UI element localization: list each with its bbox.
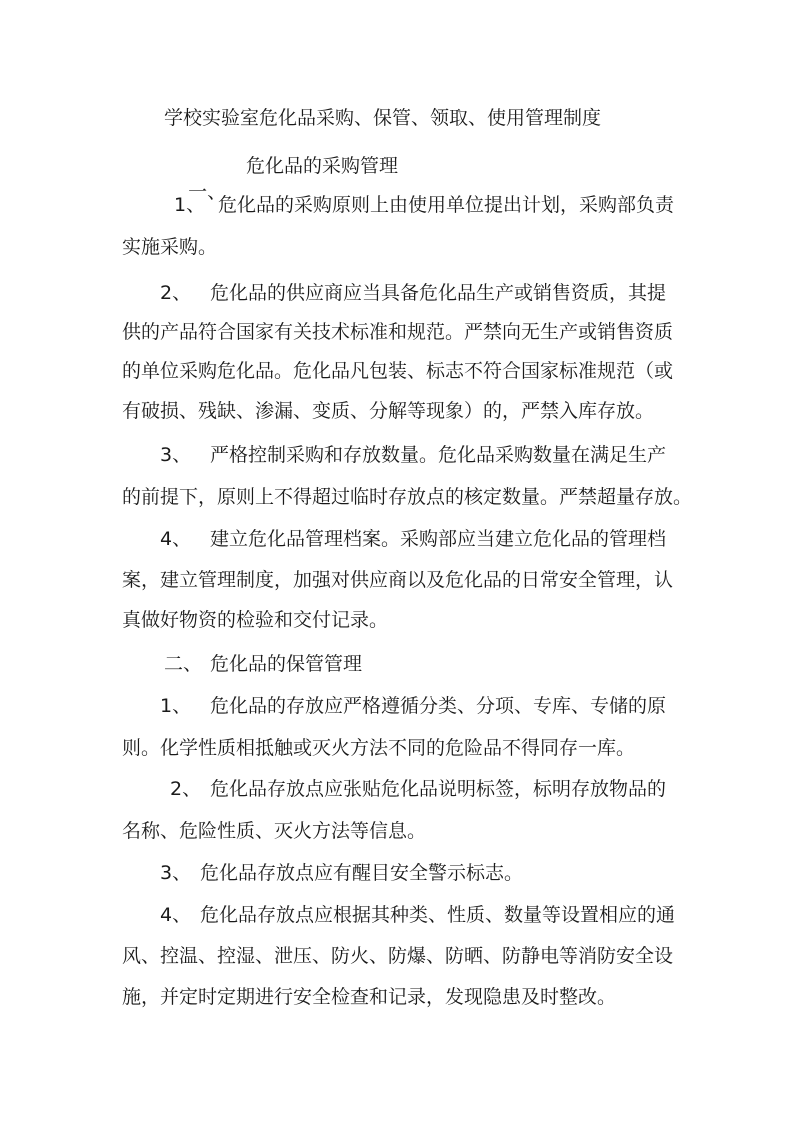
section-2-item-3-line-1: 危化品存放点应有醒目安全警示标志。 <box>200 862 524 884</box>
section-1-item-1-line-2: 实施采购。 <box>122 236 218 258</box>
section-2-item-3-number: 3、 <box>160 862 192 884</box>
section-1-item-3-number: 3、 <box>160 444 192 466</box>
section-1-item-4-line-3: 真做好物资的检验和交付记录。 <box>122 609 389 631</box>
section-2-item-2-line-2: 名称、危险性质、灭火方法等信息。 <box>122 820 427 842</box>
section-2-item-1-number: 1、 <box>160 695 192 717</box>
document-title: 学校实验室危化品采购、保管、领取、使用管理制度 <box>164 107 602 129</box>
section-1-item-4-line-1: 建立危化品管理档案。采购部应当建立危化品的管理档 <box>210 528 667 550</box>
section-2-heading-number: 二、 <box>164 653 203 675</box>
section-1-heading-number: 一、 <box>188 181 227 203</box>
section-2-item-4-line-2: 风、控温、控湿、泄压、防火、防爆、防晒、防静电等消防安全设 <box>122 945 674 967</box>
section-2-item-2-number: 2、 <box>170 778 202 800</box>
section-2-item-4-line-1: 危化品存放点应根据其种类、性质、数量等设置相应的通 <box>200 904 676 926</box>
section-1-heading-text: 危化品的采购管理 <box>246 155 399 177</box>
section-2-heading-text: 危化品的保管管理 <box>210 653 363 675</box>
section-1-item-2-line-2: 供的产品符合国家有关技术标准和规范。严禁向无生产或销售资质 <box>122 321 674 343</box>
section-1-item-2-line-4: 有破损、残缺、渗漏、变质、分解等现象）的，严禁入库存放。 <box>122 400 655 422</box>
section-1-item-1-number: 1、 <box>174 194 206 216</box>
section-1-item-2-line-1: 危化品的供应商应当具备危化品生产或销售资质，其提 <box>210 282 667 304</box>
section-2-item-1-line-2: 则。化学性质相抵触或灭火方法不同的危险品不得同存一库。 <box>122 737 636 759</box>
section-1-item-4-line-2: 案，建立管理制度，加强对供应商以及危化品的日常安全管理，认 <box>122 569 674 591</box>
section-1-item-4-number: 4、 <box>160 528 192 550</box>
section-1-item-3-line-1: 严格控制采购和存放数量。危化品采购数量在满足生产 <box>210 444 667 466</box>
section-1-item-2-number: 2、 <box>160 282 192 304</box>
section-2-item-1-line-1: 危化品的存放应严格遵循分类、分项、专库、专储的原 <box>210 695 667 717</box>
section-1-item-2-line-3: 的单位采购危化品。危化品凡包装、标志不符合国家标准规范（或 <box>122 360 674 382</box>
section-2-item-2-line-1: 危化品存放点应张贴危化品说明标签，标明存放物品的 <box>210 778 667 800</box>
section-1-item-3-line-2: 的前提下，原则上不得超过临时存放点的核定数量。严禁超量存放。 <box>122 486 693 508</box>
section-2-item-4-number: 4、 <box>160 904 192 926</box>
section-2-item-4-line-3: 施，并定时定期进行安全检查和记录，发现隐患及时整改。 <box>122 986 617 1008</box>
section-1-item-1-line-1: 危化品的采购原则上由使用单位提出计划，采购部负责 <box>218 194 675 216</box>
